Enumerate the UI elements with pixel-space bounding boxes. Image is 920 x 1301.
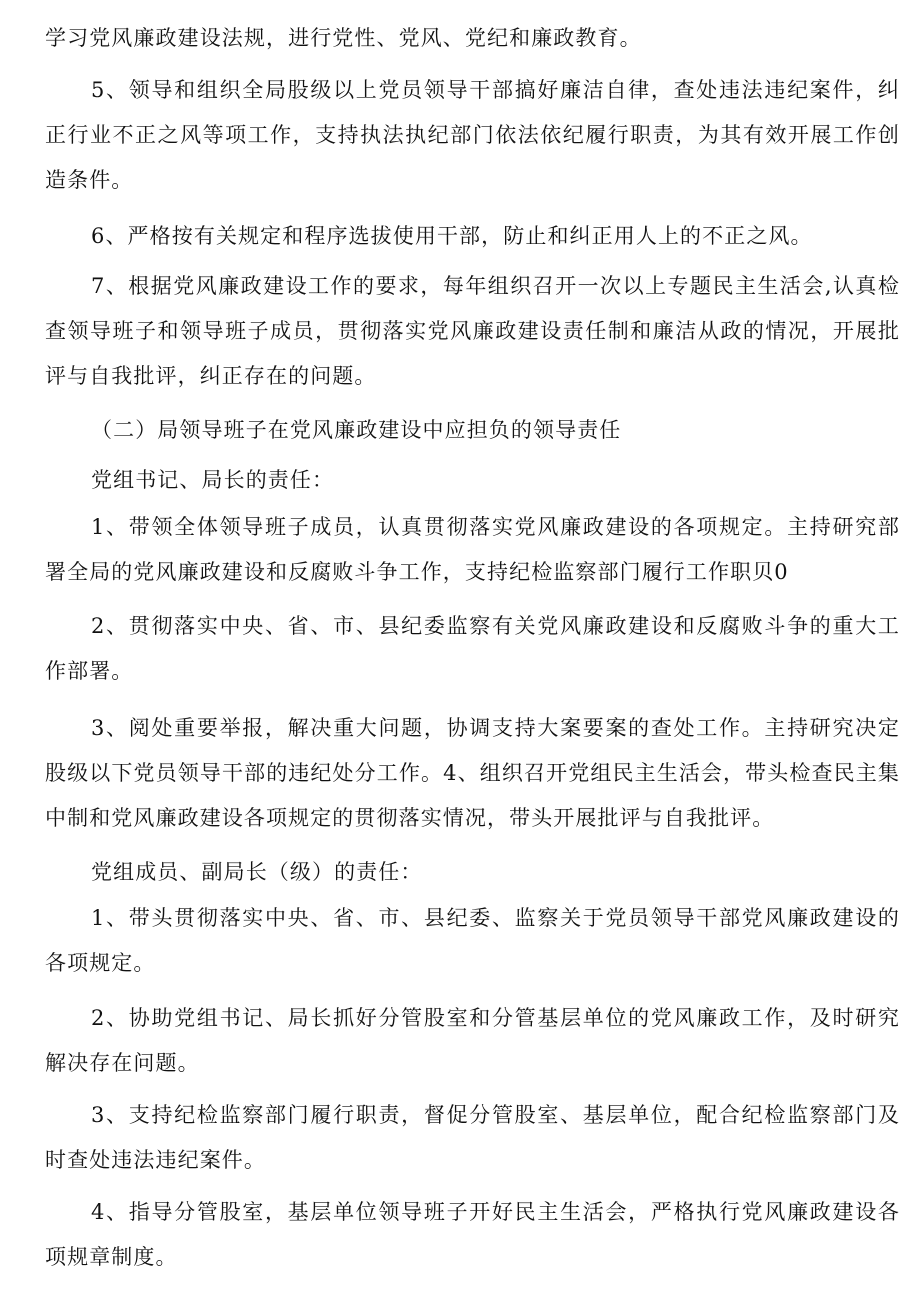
paragraph-item-5: 5、领导和组织全局股级以上党员领导干部搞好廉洁自律，查处违法违纪案件，纠正行业不正之风等项工作，支持执法执纪部门依法依纪履行职责，为其有效开展工作创造条件。 [45,78,900,192]
paragraph-members-1: 1、带头贯彻落实中央、省、市、县纪委、监察关于党员领导干部党风廉政建设的各项规定。 [45,906,900,975]
paragraph-item-6: 6、严格按有关规定和程序选拔使用干部，防止和纠正用人上的不正之风。 [91,224,813,248]
paragraph-members-3: 3、支持纪检监察部门履行职责，督促分管股室、基层单位，配合纪检监察部门及时查处违法违纪案件。 [45,1103,900,1172]
subheading-secretary: 党组书记、局长的责任： [91,468,335,492]
paragraph-secretary-2: 2、贯彻落实中央、省、市、县纪委监察有关党风廉政建设和反腐败斗争的重大工作部署。 [45,614,900,683]
paragraph-members-4: 4、指导分管股室，基层单位领导班子开好民主生活会，严格执行党风廉政建设各项规章制度。 [45,1200,900,1269]
paragraph-continuation: 学习党风廉政建设法规，进行党性、党风、党纪和廉政教育。 [45,26,642,50]
section-heading: （二）局领导班子在党风廉政建设中应担负的领导责任 [91,418,622,442]
paragraph-secretary-1: 1、带领全体领导班子成员，认真贯彻落实党风廉政建设的各项规定。主持研究部署全局的党风廉政建设和反腐败斗争工作，支持纪检监察部门履行工作职贝0 [45,515,900,584]
paragraph-item-7: 7、根据党风廉政建设工作的要求，每年组织召开一次以上专题民主生活会,认真检查领导班子和领导班子成员，贯彻落实党风廉政建设责任制和廉洁从政的情况，开展批评与自我批评，纠正存在的问题。 [45,274,900,388]
paragraph-secretary-3-4: 3、阅处重要举报，解决重大问题，协调支持大案要案的查处工作。主持研究决定股级以下党员领导干部的违纪处分工作。4、组织召开党组民主生活会，带头检查民主集中制和党风廉政建设各项规定的贯彻落实情况，带头开展批评与自我批评。 [45,716,900,830]
subheading-members: 党组成员、副局长（级）的责任： [91,860,423,884]
paragraph-members-2: 2、协助党组书记、局长抓好分管股室和分管基层单位的党风廉政工作，及时研究解决存在问题。 [45,1006,900,1075]
